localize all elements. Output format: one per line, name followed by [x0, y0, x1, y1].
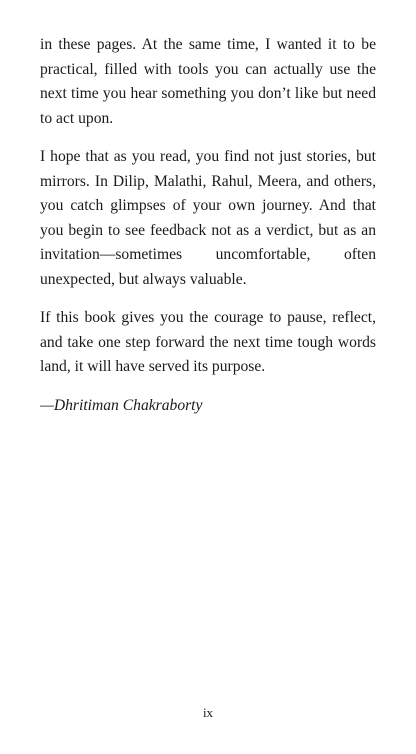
paragraph-3: If this book gives you the courage to pause, reflect, and take one step forward the next time tough words land, it will have served its purpose. — [40, 309, 376, 375]
page-body — [40, 33, 376, 418]
author-signature: —Dhritiman Chakraborty — [40, 396, 203, 414]
paragraph-2: I hope that as you read, you find not just stories, but mirrors. In Dilip, Malathi, Rahul, Meera, and others, you catch glimpses of your own journey. And that you begin to see feedback not as a verdict, but as an invitation—sometimes uncomfortable, often unexpected, but always valuable. — [40, 148, 376, 288]
paragraph-1: in these pages. At the same time, I wanted it to be practical, filled with tools you can actually use the next time you hear something you don’t like but need to act upon. — [40, 36, 376, 127]
page-number: ix — [202, 705, 214, 720]
